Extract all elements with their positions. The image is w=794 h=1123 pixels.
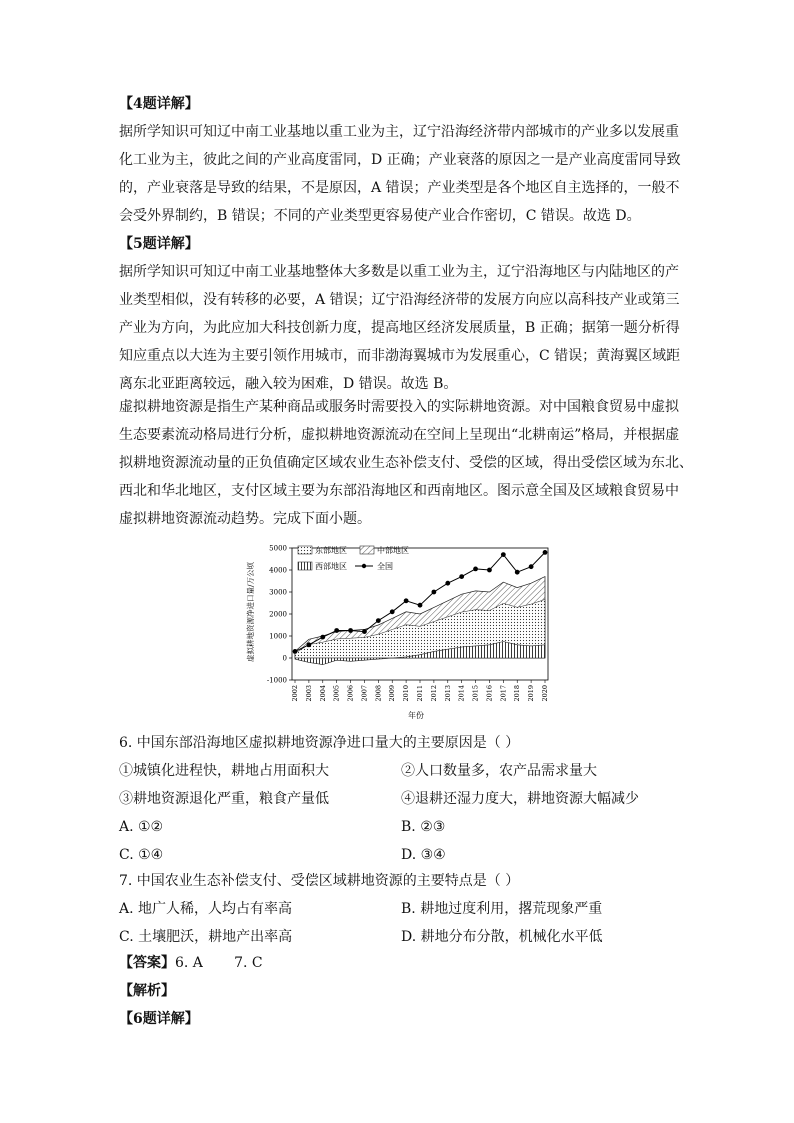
statement-item: ②人口数量多，农产品需求量大 bbox=[401, 763, 597, 779]
x-tick-label: 2006 bbox=[346, 685, 355, 702]
section-heading: 【4题详解】 bbox=[119, 96, 199, 112]
text-line: 的，产业衰落是导致的结果，不是原因，A 错误；产业类型是各个地区自主选择的，一般不 bbox=[119, 180, 680, 196]
national-point bbox=[473, 567, 478, 572]
y-axis-label: 虚拟耕地资源净进口量/万公顷 bbox=[246, 561, 255, 663]
y-tick-label: 1000 bbox=[269, 632, 287, 641]
x-tick-label: 2019 bbox=[527, 685, 536, 702]
national-point bbox=[320, 635, 325, 640]
statement-item: ①城镇化进程快，耕地占用面积大 bbox=[119, 763, 329, 779]
option-row bbox=[119, 813, 679, 841]
text-line: 虚拟耕地资源是指生产某种商品或服务时需要投入的实际耕地资源。对中国粮食贸易中虚拟 bbox=[119, 399, 679, 415]
analysis-heading: 【解析】 bbox=[119, 983, 175, 999]
section-q4-explanation bbox=[119, 90, 679, 230]
x-tick-label: 2010 bbox=[402, 685, 411, 702]
x-tick-label: 2017 bbox=[499, 685, 508, 702]
national-point bbox=[529, 564, 534, 569]
paragraph bbox=[119, 118, 679, 230]
legend-label-east: 东部地区 bbox=[315, 546, 347, 555]
x-tick-label: 2018 bbox=[513, 685, 522, 702]
text-line: 生态要素流动格局进行分析，虚拟耕地资源流动在空间上呈现出“北耕南运”格局，并根据虚 bbox=[119, 427, 680, 443]
answer-label: 【答案】 bbox=[119, 955, 175, 971]
national-point bbox=[306, 642, 311, 647]
question-6 bbox=[119, 729, 679, 869]
text-line: 虚拟耕地资源流动趋势。完成下面小题。 bbox=[119, 511, 371, 527]
option-c: C. 土壤肥沃，耕地产出率高 bbox=[119, 929, 293, 945]
national-point bbox=[293, 649, 298, 654]
legend-label-national: 全国 bbox=[377, 562, 393, 571]
statement-item: ③耕地资源退化严重，粮食产量低 bbox=[119, 791, 329, 807]
question-material bbox=[119, 393, 693, 533]
question-stem: 7. 中国农业生态补偿支付、受偿区域耕地资源的主要特点是（ ） bbox=[119, 873, 520, 889]
y-tick-label: 3000 bbox=[269, 588, 287, 597]
national-point bbox=[362, 629, 367, 634]
national-point bbox=[515, 570, 520, 575]
x-tick-label: 2005 bbox=[332, 685, 341, 702]
text-line: 会受外界制约，B 错误；不同的产业类型更容易使产业合作密切，C 错误。故选 D。 bbox=[119, 208, 641, 224]
text-line: 据所学知识可知辽中南工业基地整体大多数是以重工业为主，辽宁沿海地区与内陆地区的产 bbox=[119, 264, 679, 280]
option-c: C. ①④ bbox=[119, 847, 164, 863]
x-tick-label: 2007 bbox=[360, 685, 369, 702]
statement-item: ④退耕还湿力度大，耕地资源大幅减少 bbox=[401, 791, 639, 807]
x-tick-label: 2014 bbox=[457, 685, 466, 702]
section-heading: 【6题详解】 bbox=[119, 1011, 199, 1027]
option-b: B. ②③ bbox=[401, 819, 446, 835]
section-heading: 【5题详解】 bbox=[119, 236, 199, 252]
option-a: A. 地广人稀，人均占有率高 bbox=[119, 901, 293, 917]
chart-legend bbox=[298, 545, 409, 571]
x-tick-label: 2012 bbox=[429, 685, 438, 702]
text-line: 离东北亚距离较远，融入较为困难，D 错误。故选 B。 bbox=[119, 376, 458, 392]
national-point bbox=[404, 598, 409, 603]
national-point bbox=[543, 550, 548, 555]
answer-block bbox=[119, 949, 679, 1033]
x-tick-label: 2015 bbox=[471, 685, 480, 702]
text-line: 业类型相似，没有转移的必要，A 错误；辽宁沿海经济带的发展方向应以高科技产业或第三 bbox=[119, 292, 680, 308]
x-tick-label: 2016 bbox=[485, 685, 494, 702]
chart-svg bbox=[240, 540, 560, 725]
national-point bbox=[418, 603, 423, 608]
x-tick-label: 2011 bbox=[416, 685, 424, 702]
option-row bbox=[119, 895, 679, 923]
x-tick-label: 2013 bbox=[443, 685, 452, 702]
text-line: 知应重点以大连为主要引领作用城市，而非渤海翼城市为发展重心，C 错误；黄海翼区域距 bbox=[119, 348, 681, 364]
option-d: D. ③④ bbox=[401, 847, 446, 863]
x-tick-label: 2020 bbox=[541, 685, 549, 702]
answer-value: 6. A 7. C bbox=[175, 955, 263, 971]
x-axis-label: 年份 bbox=[408, 711, 424, 720]
area-chart bbox=[240, 540, 560, 725]
x-tick-label: 2003 bbox=[304, 685, 313, 702]
option-row bbox=[119, 923, 679, 951]
x-tick-label: 2004 bbox=[318, 685, 327, 702]
option-a: A. ①② bbox=[119, 819, 164, 835]
question-stem: 6. 中国东部沿海地区虚拟耕地资源净进口量大的主要原因是（ ） bbox=[119, 735, 520, 751]
national-point bbox=[459, 574, 464, 579]
national-point bbox=[501, 552, 506, 557]
legend-swatch-west bbox=[298, 562, 312, 570]
statement-row bbox=[119, 785, 679, 813]
paragraph bbox=[119, 258, 679, 398]
option-row bbox=[119, 841, 679, 869]
option-b: B. 耕地过度利用，撂荒现象严重 bbox=[401, 901, 603, 917]
national-point bbox=[334, 628, 339, 633]
legend-swatch-central bbox=[360, 546, 374, 554]
x-tick-label: 2008 bbox=[374, 685, 383, 702]
national-point bbox=[445, 581, 450, 586]
national-point bbox=[487, 568, 492, 573]
x-tick-label: 2002 bbox=[291, 685, 299, 702]
text-line: 据所学知识可知辽中南工业基地以重工业为主，辽宁沿海经济带内部城市的产业多以发展重 bbox=[119, 124, 679, 140]
statement-row bbox=[119, 757, 679, 785]
legend-marker-national bbox=[362, 564, 366, 568]
option-d: D. 耕地分布分散，机械化水平低 bbox=[401, 929, 603, 945]
text-line: 产业为方向，为此应加大科技创新力度，提高地区经济发展质量，B 正确；据第一题分析得 bbox=[119, 320, 680, 336]
legend-label-central: 中部地区 bbox=[377, 546, 409, 555]
y-tick-label: -1000 bbox=[266, 676, 287, 685]
question-7 bbox=[119, 867, 679, 951]
text-line: 化工业为主，彼此之间的产业高度雷同，D 正确；产业衰落的原因之一是产业高度雷同导致 bbox=[119, 152, 681, 168]
y-tick-label: 5000 bbox=[269, 544, 287, 553]
national-point bbox=[431, 590, 436, 595]
legend-label-west: 西部地区 bbox=[315, 562, 347, 571]
y-tick-label: 2000 bbox=[269, 610, 287, 619]
x-tick-label: 2009 bbox=[388, 685, 397, 702]
y-tick-label: 0 bbox=[282, 654, 287, 663]
section-q5-explanation bbox=[119, 230, 679, 398]
paragraph bbox=[119, 393, 693, 533]
answer-line bbox=[119, 949, 679, 977]
national-point bbox=[376, 618, 381, 623]
legend-swatch-east bbox=[298, 546, 312, 554]
text-line: 拟耕地资源流动量的正负值确定区域农业生态补偿支付、受偿的区域，得出受偿区域为东北、 bbox=[119, 455, 693, 471]
national-point bbox=[390, 609, 395, 614]
national-point bbox=[348, 628, 353, 633]
text-line: 西北和华北地区，支付区域主要为东部沿海地区和西南地区。图示意全国及区域粮食贸易中 bbox=[119, 483, 679, 499]
y-tick-label: 4000 bbox=[269, 566, 287, 575]
